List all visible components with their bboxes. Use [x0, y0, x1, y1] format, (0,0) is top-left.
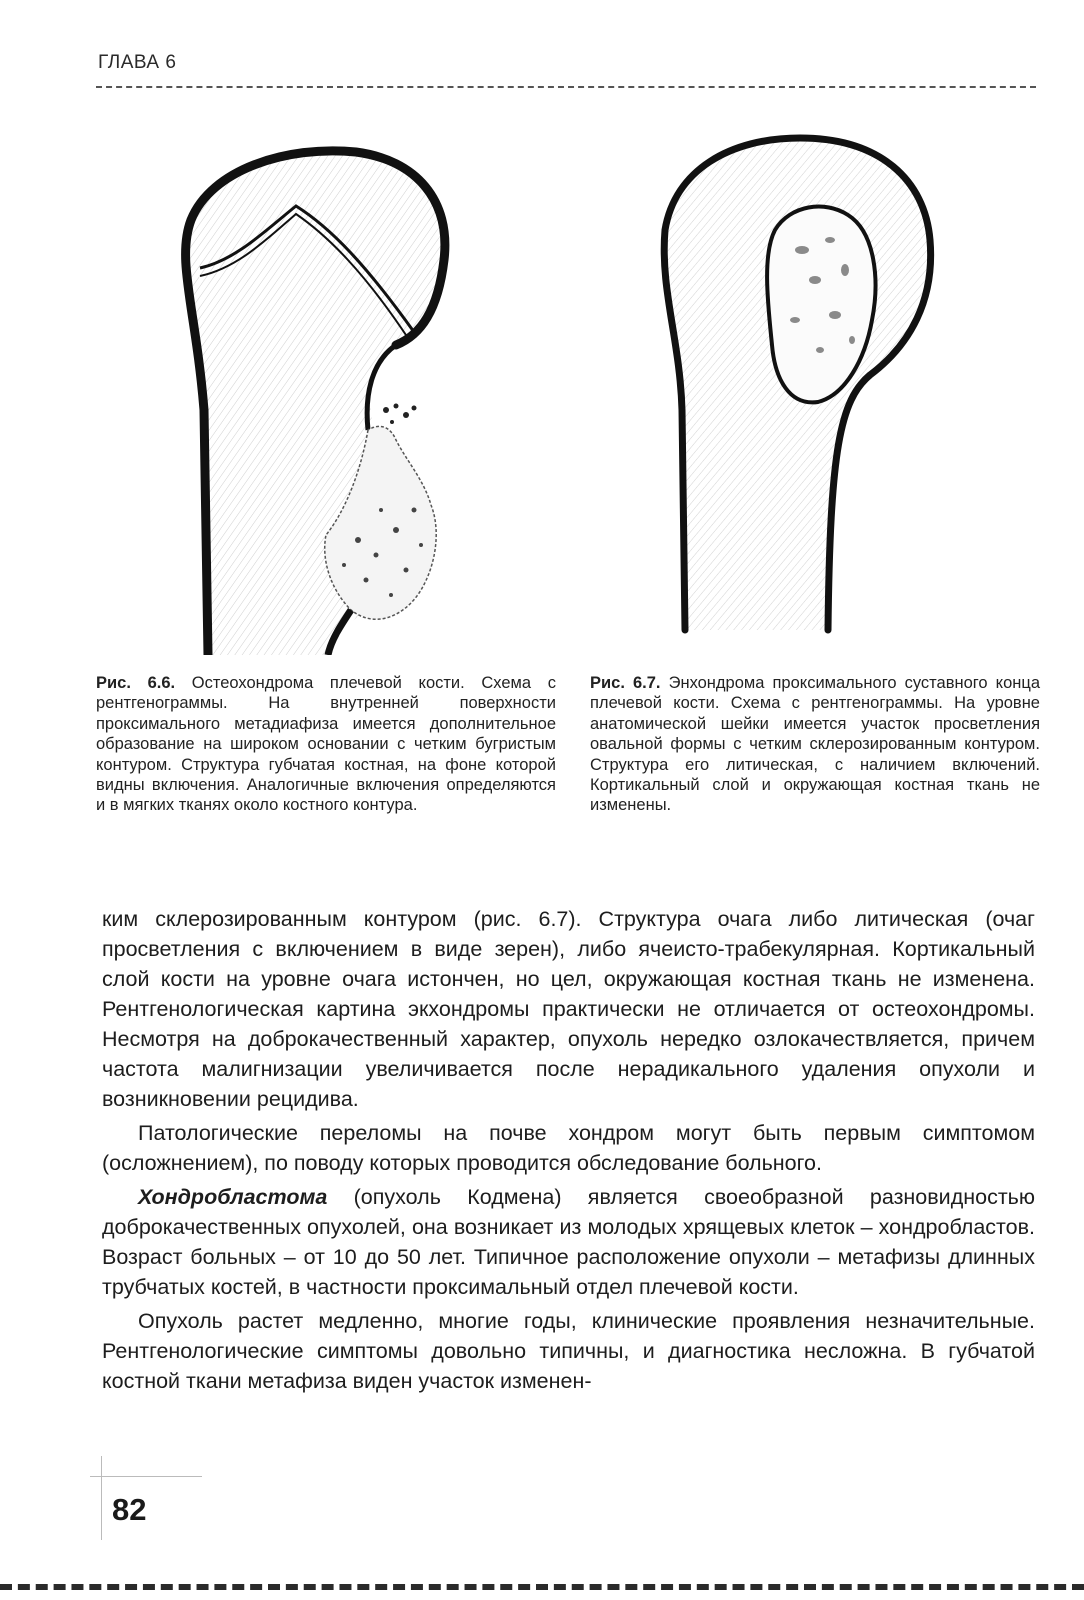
figure-6-7-caption-text: Энхондрома проксимального суставного конца плечевой кости. Схема с рентгенограммы. На уровне анатомической шейки имеется участок просветления овальной формы с четким склерозированным контуром. Структура его литическая, с наличием включений. Кортикальный слой и окружающая костная ткань не изменены.	[590, 674, 1040, 815]
enchondroma-drawing	[590, 110, 1040, 655]
paragraph-3	[102, 1182, 1035, 1302]
paragraph-1: ким склерозированным контуром (рис. 6.7). Структура очага либо литическая (очаг просветления с включением в виде зерен), либо ячеисто-трабекулярная. Кортикальный слой кости на уровне очага истончен, но цел, окружающая костная ткань не изменена. Рентгенологическая картина экхондромы практически не отличается от остеохондромы. Несмотря на доброкачественный характер, опухоль нередко озлокачествляется, причем частота малигнизации увеличивается после нерадикального удаления опухоли и возникновении рецидива.	[102, 907, 1035, 1111]
paragraph-3-text: (опухоль Кодмена) является своеобразной разновидностью доброкачественных опухолей, она возникает из молодых хрящевых клеток – хондробластов. Возраст больных – от 10 до 50 лет. Типичное расположение опухоли – метафизы длинных трубчатых костей, в частности проксимальный отдел плечевой кости.	[102, 1185, 1035, 1299]
body-text	[102, 904, 1035, 1398]
paragraph-2: Патологические переломы на почве хондром могут быть первым симптомом (осложнением), по поводу которых проводится обследование больного.	[102, 1121, 1035, 1175]
osteochondroma-drawing	[96, 110, 556, 655]
header-rule	[96, 86, 1036, 88]
figure-6-7-caption	[590, 673, 1040, 816]
term-chondroblastoma: Хондробластома	[138, 1185, 328, 1209]
figure-6-6-caption	[96, 673, 556, 816]
paragraph-4: Опухоль растет медленно, многие годы, клинические проявления незначительные. Рентгенологические симптомы довольно типичны, и диагностика несложна. В губчатой костной ткани метафиза виден участок изменен-	[102, 1309, 1035, 1393]
figure-6-6-caption-text: Остеохондрома плечевой кости. Схема с рентгенограммы. На внутренней поверхности проксимального метадиафиза имеется дополнительное образование на широком основании с четким бугристым контуром. Структура губчатая костная, на фоне которой видны включения. Аналогичные включения определяются и в мягких тканях около костного контура.	[96, 674, 556, 815]
folio-rule-horizontal	[90, 1476, 202, 1477]
figure-6-6-label: Рис. 6.6.	[96, 674, 176, 692]
folio-rule-vertical	[101, 1456, 102, 1540]
scan-bottom-edge	[0, 1584, 1084, 1590]
figure-6-7	[590, 110, 1040, 816]
figure-6-7-label: Рис. 6.7.	[590, 674, 661, 692]
figure-6-6	[96, 110, 556, 816]
running-header: ГЛАВА 6	[98, 52, 177, 73]
page-number: 82	[112, 1492, 147, 1527]
